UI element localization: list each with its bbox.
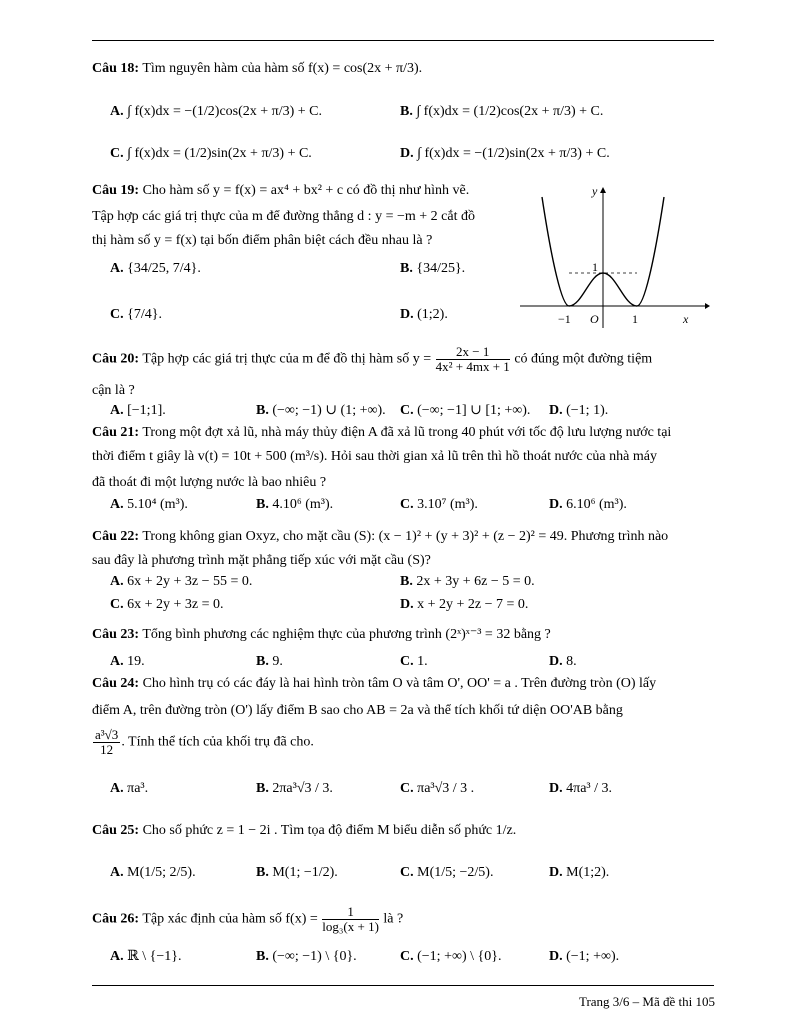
option-text: 2πa³√3 / 3. — [272, 781, 333, 796]
option-text: (−∞; −1) \ {0}. — [272, 949, 357, 964]
q24-fraction — [93, 728, 120, 756]
q26-frac-den: log₃(x + 1) — [322, 918, 379, 934]
tick-y1-label: 1 — [592, 260, 598, 274]
x-axis-label: x — [683, 312, 689, 326]
q24-option-a[interactable] — [110, 782, 148, 796]
option-text: M(1;2). — [566, 865, 610, 880]
q19-option-b[interactable] — [400, 262, 465, 276]
option-letter: C. — [110, 146, 124, 161]
q18-option-a[interactable] — [110, 105, 322, 119]
q25-text: Cho số phức z = 1 − 2i . Tìm tọa độ điểm M biểu diễn số phức 1/z. — [142, 823, 517, 838]
option-text: 2x + 3y + 6z − 5 = 0. — [416, 574, 535, 589]
option-letter: D. — [549, 403, 563, 418]
q19-line1: Cho hàm số y = f(x) = ax⁴ + bx² + c có đồ thị như hình vẽ. — [142, 183, 470, 198]
option-letter: A. — [110, 574, 124, 589]
q25-option-a[interactable] — [110, 866, 196, 880]
q21-option-b[interactable] — [256, 498, 333, 512]
q19-option-a[interactable] — [110, 262, 201, 276]
option-text: M(1; −1/2). — [272, 865, 338, 880]
q24-frac-den: 12 — [100, 741, 114, 757]
option-letter: D. — [549, 654, 563, 669]
bottom-rule — [92, 985, 714, 986]
q18-option-c[interactable] — [110, 147, 312, 161]
q21-label: Câu 21: — [92, 425, 140, 440]
option-text: (−∞; −1) ∪ (1; +∞). — [272, 403, 386, 418]
option-letter: D. — [549, 497, 563, 512]
q19-option-d[interactable] — [400, 308, 448, 322]
option-text: 4πa³ / 3. — [566, 781, 612, 796]
option-letter: D. — [549, 781, 563, 796]
q22-option-b[interactable] — [400, 575, 535, 589]
option-text: 8. — [566, 654, 577, 669]
q25-label: Câu 25: — [92, 823, 140, 838]
q22-line1: Trong không gian Oxyz, cho mặt cầu (S): (x − 1)² + (y + 3)² + (z − 2)² = 49. Phương trình nào — [142, 529, 669, 544]
q20-text-b: có đúng một đường tiệm — [514, 351, 653, 367]
option-letter: C. — [400, 949, 414, 964]
q25-option-c[interactable] — [400, 866, 493, 880]
option-letter: B. — [256, 497, 269, 512]
q23-option-d[interactable] — [549, 655, 577, 669]
option-letter: A. — [110, 497, 124, 512]
q21-line1: Trong một đợt xả lũ, nhà máy thủy điện A đã xả lũ trong 40 phút với tốc độ lưu lượng nước tại — [142, 425, 672, 440]
option-letter: A. — [110, 865, 124, 880]
q18-option-d[interactable] — [400, 147, 610, 161]
q18-label: Câu 18: — [92, 61, 140, 76]
q20-stem-line2: cận là ? — [92, 383, 135, 398]
q24-stem-line1 — [92, 677, 656, 691]
q20-option-c[interactable] — [400, 404, 530, 418]
option-letter: A. — [110, 781, 124, 796]
quartic-graph — [520, 183, 710, 328]
option-letter: D. — [549, 949, 563, 964]
q22-label: Câu 22: — [92, 529, 140, 544]
q20-option-a[interactable] — [110, 404, 166, 418]
option-letter: D. — [400, 307, 414, 322]
option-text: ∫ f(x)dx = −(1/2)cos(2x + π/3) + C. — [127, 104, 323, 119]
q21-stem-line2: thời điểm t giây là v(t) = 10t + 500 (m³/s). Hỏi sau thời gian xả lũ trên thì hồ thoát nước của nhà máy — [92, 449, 657, 464]
q20-stem — [92, 345, 652, 373]
option-text: {34/25}. — [416, 261, 466, 276]
q20-label: Câu 20: — [92, 351, 140, 367]
option-text: 6.10⁶ (m³). — [566, 497, 627, 512]
tick-pos1-label: 1 — [632, 312, 638, 326]
tick-neg1-label: −1 — [558, 312, 571, 326]
q24-line1: Cho hình trụ có các đáy là hai hình tròn tâm O và tâm O', OO' = a . Trên đường tròn (O) lấy — [142, 676, 657, 691]
option-text: M(1/5; −2/5). — [417, 865, 494, 880]
q22-option-a[interactable] — [110, 575, 252, 589]
option-text: (−1; +∞) \ {0}. — [417, 949, 502, 964]
option-letter: D. — [400, 597, 414, 612]
q20-text-a: Tập hợp các giá trị thực của m để đồ thị hàm số y = — [142, 351, 432, 367]
q21-option-d[interactable] — [549, 498, 627, 512]
option-text: x + 2y + 2z − 7 = 0. — [417, 597, 529, 612]
option-text: 5.10⁴ (m³). — [127, 497, 188, 512]
q19-stem-line1 — [92, 184, 469, 198]
option-text: ∫ f(x)dx = (1/2)sin(2x + π/3) + C. — [127, 146, 312, 161]
top-rule — [92, 40, 714, 41]
option-text: ℝ \ {−1}. — [127, 949, 182, 964]
option-letter: A. — [110, 261, 124, 276]
option-letter: D. — [400, 146, 414, 161]
option-text: (−1; +∞). — [566, 949, 620, 964]
option-letter: A. — [110, 104, 124, 119]
origin-label: O — [590, 312, 599, 326]
option-text: 4.10⁶ (m³). — [272, 497, 334, 512]
option-text: 3.10⁷ (m³). — [417, 497, 478, 512]
q19-label: Câu 19: — [92, 183, 140, 198]
option-text: 6x + 2y + 3z − 55 = 0. — [127, 574, 253, 589]
option-text: (−1; 1). — [566, 403, 609, 418]
q26-option-b[interactable] — [256, 950, 357, 964]
q23-label: Câu 23: — [92, 627, 140, 642]
option-text: (−∞; −1] ∪ [1; +∞). — [417, 403, 531, 418]
q24-frac-num: a³√3 — [95, 727, 119, 742]
q23-stem — [92, 628, 551, 642]
q26-option-d[interactable] — [549, 950, 619, 964]
q24-stem-line3 — [92, 728, 314, 756]
option-letter: C. — [400, 654, 414, 669]
option-letter: B. — [400, 574, 413, 589]
q18-text: Tìm nguyên hàm của hàm số f(x) = cos(2x + π/3). — [142, 61, 423, 76]
q24-option-c[interactable] — [400, 782, 474, 796]
q26-option-c[interactable] — [400, 950, 501, 964]
q26-label: Câu 26: — [92, 911, 140, 927]
q20-frac-num: 2x − 1 — [436, 345, 510, 360]
option-letter: B. — [256, 781, 269, 796]
q26-frac-num: 1 — [322, 905, 379, 920]
option-text: M(1/5; 2/5). — [127, 865, 196, 880]
q24-option-b[interactable] — [256, 782, 333, 796]
option-text: ∫ f(x)dx = −(1/2)sin(2x + π/3) + C. — [417, 146, 610, 161]
q26-option-a[interactable] — [110, 950, 181, 964]
option-letter: C. — [110, 597, 124, 612]
option-text: [−1;1]. — [127, 403, 166, 418]
option-letter: A. — [110, 654, 124, 669]
option-text: 6x + 2y + 3z = 0. — [127, 597, 224, 612]
option-text: 9. — [272, 654, 283, 669]
q19-option-c[interactable] — [110, 308, 162, 322]
q20-option-b[interactable] — [256, 404, 386, 418]
q18-option-b[interactable] — [400, 105, 603, 119]
option-letter: B. — [256, 865, 269, 880]
q22-option-c[interactable] — [110, 598, 224, 612]
q24-label: Câu 24: — [92, 676, 140, 691]
q26-fraction — [322, 905, 379, 933]
q19-stem-line2: Tập hợp các giá trị thực của m để đường thẳng d : y = −m + 2 cắt đồ — [92, 209, 475, 224]
option-text: (1;2). — [417, 307, 448, 322]
option-text: ∫ f(x)dx = (1/2)cos(2x + π/3) + C. — [416, 104, 604, 119]
option-letter: C. — [400, 403, 414, 418]
q24-option-d[interactable] — [549, 782, 612, 796]
q26-stem — [92, 905, 403, 933]
q21-stem-line3: đã thoát đi một lượng nước là bao nhiêu ? — [92, 475, 327, 490]
x-axis-arrow — [705, 303, 710, 309]
q23-text: Tổng bình phương các nghiệm thực của phương trình (2ˣ)ˣ⁻³ = 32 bằng ? — [142, 627, 551, 642]
option-letter: D. — [549, 865, 563, 880]
q18-stem — [92, 62, 422, 76]
option-letter: C. — [110, 307, 124, 322]
y-axis-arrow — [600, 187, 606, 193]
q23-option-c[interactable] — [400, 655, 428, 669]
option-letter: B. — [400, 104, 413, 119]
option-letter: A. — [110, 403, 124, 418]
q26-text-a: Tập xác định của hàm số f(x) = — [142, 911, 318, 927]
y-axis-label: y — [592, 184, 598, 198]
q24-line3-text: . Tính thể tích của khối trụ đã cho. — [121, 734, 314, 750]
q22-stem-line1 — [92, 530, 668, 544]
option-text: {34/25, 7/4}. — [127, 261, 201, 276]
q19-stem-line3: thị hàm số y = f(x) tại bốn điểm phân biệt cách đều nhau là ? — [92, 233, 433, 248]
option-text: πa³√3 / 3 . — [417, 781, 475, 796]
option-letter: C. — [400, 497, 414, 512]
q21-option-a[interactable] — [110, 498, 188, 512]
q21-stem-line1 — [92, 426, 671, 440]
q25-stem — [92, 824, 516, 838]
q25-option-b[interactable] — [256, 866, 338, 880]
option-text: {7/4}. — [127, 307, 162, 322]
q20-option-d[interactable] — [549, 404, 608, 418]
q20-fraction — [436, 345, 510, 373]
option-letter: B. — [400, 261, 413, 276]
option-letter: B. — [256, 403, 269, 418]
q20-frac-den: 4x² + 4mx + 1 — [435, 358, 510, 374]
option-letter: C. — [400, 865, 414, 880]
q23-option-a[interactable] — [110, 655, 145, 669]
q26-text-b: là ? — [383, 911, 404, 927]
option-text: 1. — [417, 654, 428, 669]
option-text: πa³. — [127, 781, 149, 796]
option-letter: A. — [110, 949, 124, 964]
q21-option-c[interactable] — [400, 498, 478, 512]
page-footer: Trang 3/6 – Mã đề thi 105 — [578, 994, 715, 1009]
option-letter: C. — [400, 781, 414, 796]
q25-option-d[interactable] — [549, 866, 609, 880]
q24-stem-line2: điểm A, trên đường tròn (O') lấy điểm B sao cho AB = 2a và thể tích khối tứ diện OO'AB bằng — [92, 703, 623, 718]
option-letter: B. — [256, 949, 269, 964]
option-letter: B. — [256, 654, 269, 669]
q22-stem-line2: sau đây là phương trình mặt phẳng tiếp xúc với mặt cầu (S)? — [92, 553, 431, 568]
q22-option-d[interactable] — [400, 598, 528, 612]
q23-option-b[interactable] — [256, 655, 283, 669]
option-text: 19. — [127, 654, 145, 669]
